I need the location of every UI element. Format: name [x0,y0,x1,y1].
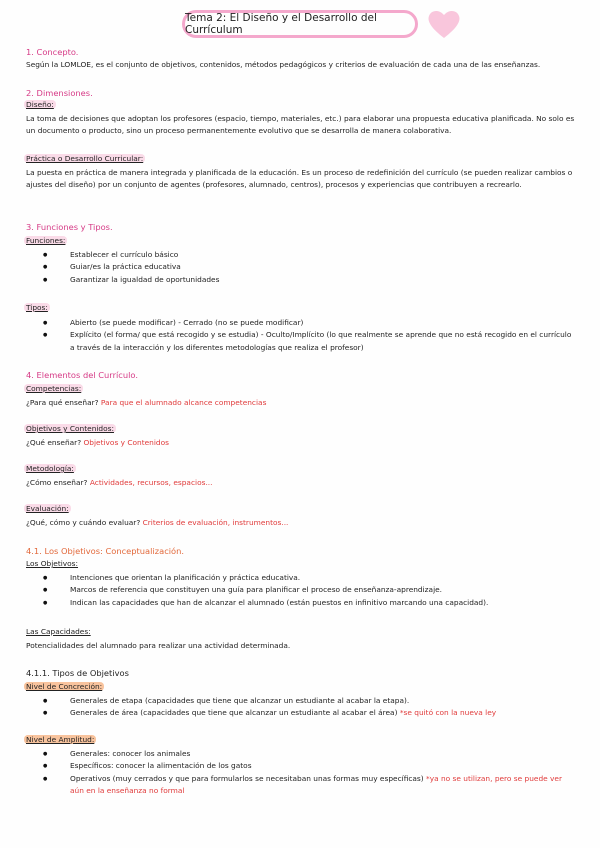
metodologia-label: Metodología: [26,464,74,473]
practica-label: Práctica o Desarrollo Curricular: [26,154,144,163]
capacidades-label: Las Capacidades: [26,627,91,636]
competencias-line: ¿Para qué enseñar? Para que el alumnado alcance competencias [26,398,267,407]
diseno-label: Diseño: [26,100,54,109]
title-box [182,10,418,38]
metodologia-line: ¿Cómo enseñar? Actividades, recursos, espacios... [26,478,213,487]
section-1-text: Según la LOMLOE, es el conjunto de objetivos, contenidos, métodos pedagógicos y criterios de evaluación de cada una de las enseñanzas. [26,60,541,69]
objetivos-contenidos-label: Objetivos y Contenidos: [26,424,114,433]
list-item: ● Operativos (muy cerrados y que para formularlos se necesitaban unas formas muy específicas) *ya no se utilizan, pero se puede ver aún en la enseñanza no formal [26,773,576,798]
funciones-list [26,249,576,286]
section-2-heading: 2. Dimensiones. [26,88,93,98]
list-item: ● Establecer el currículo básico [26,249,576,261]
competencias-label: Competencias: [26,384,82,393]
evaluacion-label: Evaluación: [26,504,69,513]
amplitud-label: Nivel de Amplitud: [26,735,95,744]
objetivos-label: Los Objetivos: [26,559,79,568]
list-item: ● Específicos: conocer la alimentación de los gatos [26,760,576,772]
objetivos-answer: Objetivos y Contenidos [83,438,169,447]
amplitud-list [26,748,576,797]
heart-icon [427,8,461,40]
list-item: ● Generales de área (capacidades que tiene que alcanzar un estudiante al acabar el área) *se quitó con la nueva ley [26,707,576,719]
page-title: Tema 2: El Diseño y el Desarrollo del Currículum [185,12,377,36]
tipos-label: Tipos: [26,303,48,312]
competencias-answer: Para que el alumnado alcance competencias [100,398,267,407]
section-4-1-1-heading: 4.1.1. Tipos de Objetivos [26,668,129,678]
diseno-text: La toma de decisiones que adoptan los profesores (espacio, tiempo, materiales, etc.) para elaborar una propuesta educativa planificada. No solo es un documento o producto, sino un proceso permanentemente evolutivo que se desarrolla de manera colaborativa. [26,114,575,136]
concrecion-list [26,695,576,720]
section-3-heading: 3. Funciones y Tipos. [26,222,113,232]
evaluacion-line: ¿Qué, cómo y cuándo evaluar? Criterios de evaluación, instrumentos... [26,518,289,527]
amplitud-note: *ya no se utilizan, pero se puede ver aún en la enseñanza no formal [70,773,563,795]
objetivos-line: ¿Qué enseñar? Objetivos y Contenidos [26,438,169,447]
list-item: ● Marcos de referencia que constituyen una guía para planificar el proceso de enseñanza-aprendizaje. [26,584,576,596]
section-4-1-heading: 4.1. Los Objetivos: Conceptualización. [26,546,185,556]
evaluacion-answer: Criterios de evaluación, instrumentos... [142,518,289,527]
concrecion-note: *se quitó con la nueva ley [399,708,497,718]
concrecion-label: Nivel de Concreción: [26,682,103,691]
tipos-list [26,317,576,354]
section-1-heading: 1. Concepto. [26,47,79,57]
practica-text: La puesta en práctica de manera integrada y planificada de la educación. Es un proceso de redefinición del currículo (se pueden realizar cambios o ajustes del diseño) por un conjunto de agentes (profesores, alumnado, centros), procesos y experiencias que contribuyen a recrearlo. [26,168,573,190]
objetivos-list [26,572,576,609]
list-item: ● Guiar/es la práctica educativa [26,261,576,273]
capacidades-text: Potencialidades del alumnado para realizar una actividad determinada. [26,641,291,650]
list-item: ● Abierto (se puede modificar) - Cerrado (no se puede modificar) [26,317,576,329]
section-4-heading: 4. Elementos del Currículo. [26,370,138,380]
metodologia-answer: Actividades, recursos, espacios... [89,478,213,487]
funciones-label: Funciones: [26,236,66,245]
list-item: ● Indican las capacidades que han de alcanzar el alumnado (están puestos en infinitivo marcando una capacidad). [26,597,576,609]
list-item: ● Intenciones que orientan la planificación y práctica educativa. [26,572,576,584]
list-item: ● Generales de etapa (capacidades que tiene que alcanzar un estudiante al acabar la etapa). [26,695,576,707]
list-item: ● Generales: conocer los animales [26,748,576,760]
list-item: ● Explícito (el forma/ que está recogido y se estudia) - Oculto/Implícito (lo que realmente se aprende que no está recogido en el currículo a través de la interacción y los diferentes metodologías que realiza el profesor) [26,329,576,354]
list-item: ● Garantizar la igualdad de oportunidades [26,274,576,286]
